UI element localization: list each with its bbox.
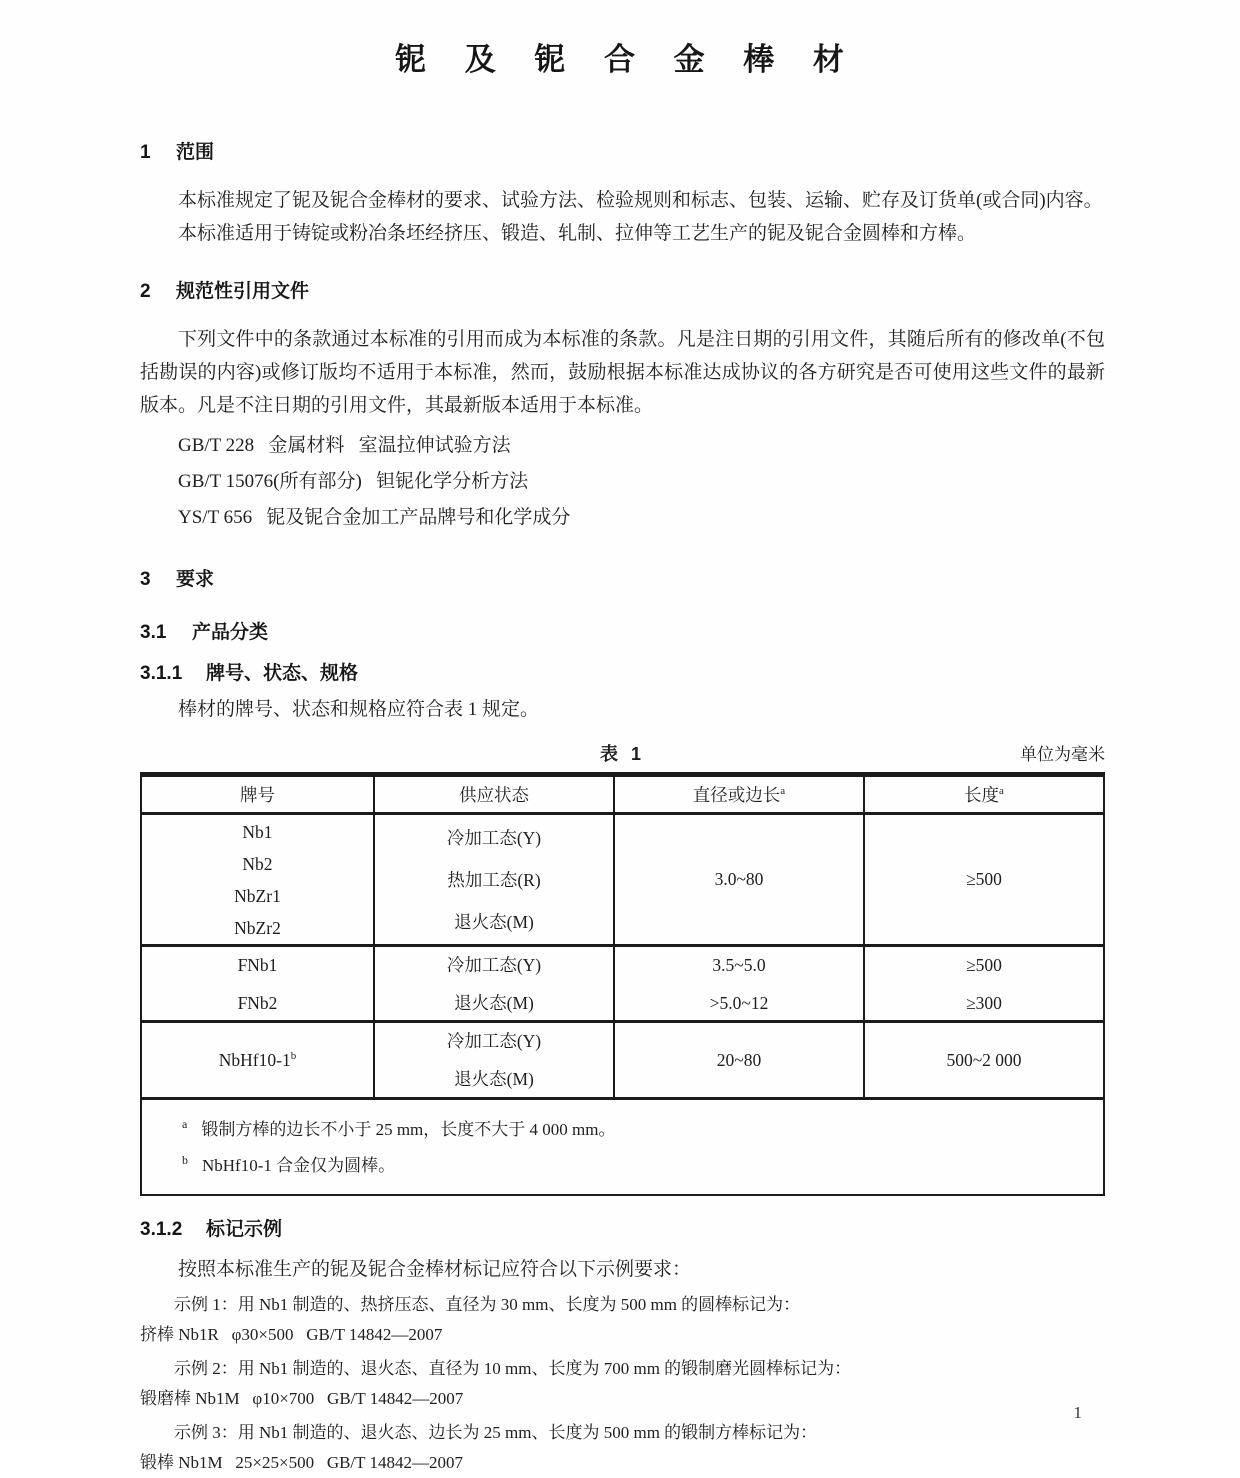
length-cell: ≥500 ≥300 bbox=[966, 954, 1002, 1013]
section-3-1-2-heading bbox=[140, 1214, 1105, 1241]
section-1-paragraph-2: 本标准适用于铸锭或粉冶条坯经挤压、锻造、轧制、拉伸等工艺生产的铌及铌合金圆棒和方棒。 bbox=[178, 223, 977, 244]
section-1-number: 1 bbox=[140, 142, 151, 163]
grade-cell: Nb1 Nb2 NbZr1 NbZr2 bbox=[142, 815, 375, 944]
table-1-intro: 棒材的牌号、状态和规格应符合表 1 规定。 bbox=[178, 699, 540, 720]
section-3-1-1-title: 牌号、状态、规格 bbox=[206, 663, 359, 684]
reference-item: GB/T 15076(所有部分) 钽铌化学分析方法 bbox=[178, 471, 529, 492]
length-cell: 500~2 000 bbox=[946, 1049, 1022, 1070]
table-1-caption: 表 1 bbox=[599, 744, 645, 764]
example-2-code: 锻磨棒 Nb1M φ10×700 GB/T 14842—2007 bbox=[140, 1389, 464, 1408]
footnote-a: $^a$ 锻制方棒的边长不小于 25 mm，长度不大于 4 000 mm。 bbox=[182, 1117, 616, 1139]
table-row bbox=[142, 815, 1103, 947]
table-row bbox=[142, 947, 1103, 1023]
example-1-code: 挤棒 Nb1R φ30×500 GB/T 14842—2007 bbox=[140, 1325, 443, 1344]
section-3-title: 要求 bbox=[176, 569, 215, 590]
col-header-supply-state: 供应状态 bbox=[375, 777, 615, 812]
col-header-length: 长度$^a$ bbox=[964, 785, 1004, 805]
supply-state-cell: 冷加工态(Y) 退火态(M) bbox=[375, 1023, 615, 1097]
section-3-1-1-heading bbox=[140, 658, 1105, 685]
col-header-grade: 牌号 bbox=[142, 777, 375, 812]
section-3-1-2-title: 标记示例 bbox=[206, 1219, 283, 1240]
section-3-1-1-number: 3.1.1 bbox=[140, 663, 183, 684]
table-header-row bbox=[142, 777, 1103, 815]
table-1 bbox=[140, 772, 1105, 1196]
table-row bbox=[142, 1023, 1103, 1100]
section-2-heading bbox=[140, 276, 1105, 303]
section-3-1-heading bbox=[140, 617, 1105, 644]
page-number: 1 bbox=[1073, 1403, 1082, 1422]
reference-item: YS/T 656 铌及铌合金加工产品牌号和化学成分 bbox=[178, 507, 571, 528]
reference-item: GB/T 228 金属材料 室温拉伸试验方法 bbox=[178, 435, 511, 456]
col-header-diameter: 直径或边长$^a$ bbox=[615, 777, 865, 812]
section-2-title: 规范性引用文件 bbox=[176, 281, 310, 302]
examples-intro: 按照本标准生产的铌及铌合金棒材标记应符合以下示例要求： bbox=[178, 1259, 692, 1280]
section-1-heading bbox=[140, 137, 1105, 164]
diameter-cell: 20~80 bbox=[615, 1023, 865, 1097]
diameter-cell: 3.5~5.0 >5.0~12 bbox=[615, 947, 865, 1020]
section-3-1-2-number: 3.1.2 bbox=[140, 1219, 183, 1240]
section-3-1-title: 产品分类 bbox=[192, 622, 269, 643]
supply-state-cell: 冷加工态(Y) 热加工态(R) 退火态(M) bbox=[375, 815, 615, 944]
supply-state-cell: 冷加工态(Y) 退火态(M) bbox=[375, 947, 615, 1020]
section-2-paragraph-1: 下列文件中的条款通过本标准的引用而成为本标准的条款。凡是注日期的引用文件，其随后所有的修改单(不包括勘误的内容)或修订版均不适用于本标准，然而，鼓励根据本标准达成协议的各方研究是否可使用这些文件的最新版本。凡是不注日期的引用文件，其最新版本适用于本标准。 bbox=[140, 329, 1105, 416]
table-footnotes bbox=[142, 1100, 1103, 1194]
table-1-unit-note: 单位为毫米 bbox=[1019, 745, 1105, 764]
table-1-caption-row bbox=[140, 740, 1105, 766]
section-3-number: 3 bbox=[140, 569, 151, 590]
example-2-description: 示例 2：用 Nb1 制造的、退火态、直径为 10 mm、长度为 700 mm 的锻制磨光圆棒标记为： bbox=[174, 1359, 852, 1378]
doc-title: 铌 及 铌 合 金 棒 材 bbox=[395, 42, 850, 77]
section-2-number: 2 bbox=[140, 281, 151, 302]
footnote-b: $^b$ NbHf10-1 合金仅为圆棒。 bbox=[182, 1153, 396, 1175]
section-3-heading bbox=[140, 564, 1105, 591]
length-cell: ≥500 bbox=[966, 869, 1002, 889]
section-1-paragraph-1: 本标准规定了铌及铌合金棒材的要求、试验方法、检验规则和标志、包装、运输、贮存及订货单(或合同)内容。 bbox=[178, 190, 1103, 211]
reference-list bbox=[140, 428, 1105, 536]
section-3-1-number: 3.1 bbox=[140, 622, 167, 643]
example-3-description: 示例 3：用 Nb1 制造的、退火态、边长为 25 mm、长度为 500 mm 的锻制方棒标记为： bbox=[174, 1423, 818, 1442]
example-1-description: 示例 1：用 Nb1 制造的、热挤压态、直径为 30 mm、长度为 500 mm 的圆棒标记为： bbox=[174, 1295, 801, 1314]
example-3-code: 锻棒 Nb1M 25×25×500 GB/T 14842—2007 bbox=[140, 1453, 463, 1472]
diameter-cell: 3.0~80 bbox=[615, 815, 865, 944]
section-1-title: 范围 bbox=[176, 142, 215, 163]
grade-cell: NbHf10-1$^b$ bbox=[142, 1023, 375, 1097]
grade-cell: FNb1 FNb2 bbox=[142, 947, 375, 1020]
